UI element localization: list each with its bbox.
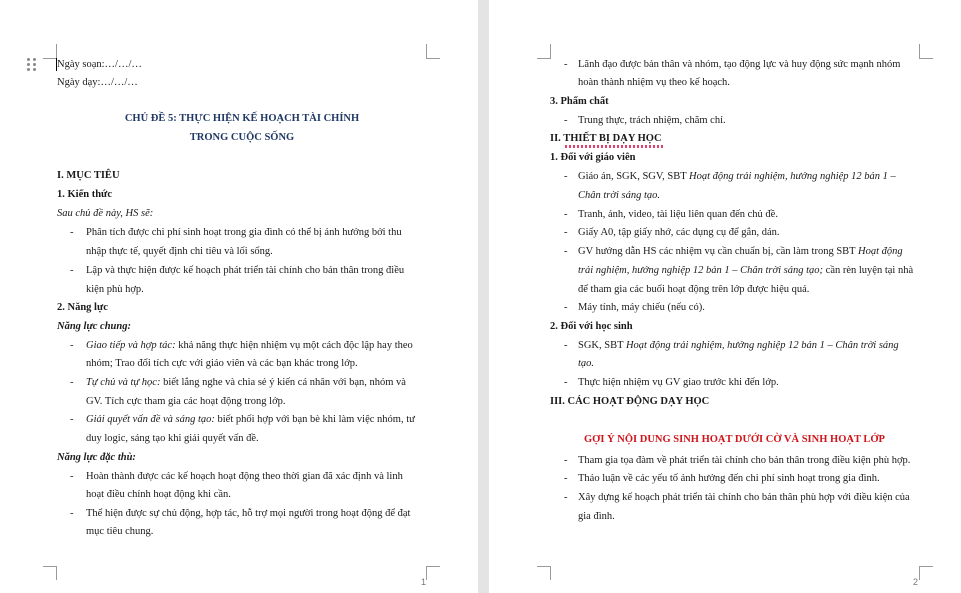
list-item[interactable]: Thực hiện nhiệm vụ GV giao trước khi đến lớp. [578, 377, 779, 388]
crop-mark [426, 44, 427, 58]
bullet-dash: - [70, 265, 74, 276]
nang-luc-chung-label[interactable]: Năng lực chung: [57, 321, 131, 332]
list-item[interactable]: Lãnh đạo được bản thân và nhóm, tạo động lực và huy động sức mạnh nhóm [578, 59, 901, 70]
nang-luc-dac-thu-label[interactable]: Năng lực đặc thù: [57, 452, 136, 463]
crop-mark [919, 58, 933, 59]
list-item-cont[interactable]: Chân trời sáng tạo. [578, 190, 661, 201]
ngay-soan[interactable]: Ngày soạn:…/…/… [57, 59, 142, 70]
list-item[interactable]: Lập và thực hiện được kế hoạch phát triển tài chính cho bản thân trong điều [86, 265, 405, 276]
bullet-dash: - [564, 171, 568, 182]
red-section-title[interactable]: GỢI Ý NỘI DUNG SINH HOẠT DƯỚI CỜ VÀ SINH HOẠT LỚP [584, 434, 885, 445]
list-item-cont[interactable]: kiện phù hợp. [86, 284, 144, 295]
bullet-dash: - [564, 246, 568, 257]
list-item[interactable]: Giấy A0, tập giấy nhớ, các dụng cụ để gắn, dán. [578, 227, 780, 238]
list-item[interactable]: Máy tính, máy chiếu (nếu có). [578, 302, 705, 313]
item-text: biết lắng nghe và chia sẻ ý kiến cá nhân với bạn, nhóm và [160, 377, 406, 388]
bullet-dash: - [70, 414, 74, 425]
section-heading-2[interactable] [550, 132, 662, 145]
crop-mark [550, 566, 551, 580]
list-item-cont[interactable]: GV. Tích cực tham gia các hoạt động trong lớp. [86, 396, 286, 407]
crop-mark [537, 566, 551, 567]
list-item[interactable] [578, 245, 903, 258]
list-item-cont[interactable]: hoạt điều chỉnh hoạt động khi cần. [86, 489, 231, 500]
list-item[interactable]: Xây dựng kế hoạch phát triển tài chính cho bản thân phù hợp với điều kiện của [578, 492, 910, 503]
item-text: biết phối hợp với bạn bè khi làm việc nhóm, tư [214, 414, 415, 425]
bullet-dash: - [70, 471, 74, 482]
list-item-cont[interactable]: mục tiêu chung. [86, 526, 154, 537]
bullet-dash: - [564, 209, 568, 220]
item-italic: Hoạt động [858, 246, 903, 257]
bullet-dash: - [564, 377, 568, 388]
bullet-dash: - [564, 227, 568, 238]
page-number: 1 [421, 577, 427, 587]
subheading-nang-luc[interactable]: 2. Năng lực [57, 302, 108, 313]
crop-mark [550, 44, 551, 58]
crop-mark [919, 44, 920, 58]
list-item-cont[interactable] [578, 264, 913, 277]
list-item[interactable] [86, 339, 413, 352]
item-lead: Giao tiếp và hợp tác: [86, 340, 176, 351]
item-italic: trải nghiệm, hướng nghiệp 12 bản 1 – Chân trời sáng tạo; [578, 265, 824, 276]
bullet-dash: - [564, 473, 568, 484]
spellcheck-underline [565, 145, 664, 148]
list-item-cont[interactable]: để tham gia các buổi hoạt động trên lớp được hiệu quả. [578, 284, 810, 295]
crop-mark [919, 566, 933, 567]
list-item[interactable] [86, 376, 406, 389]
doc-title-line-1[interactable]: CHỦ ĐỀ 5: THỰC HIỆN KẾ HOẠCH TÀI CHÍNH [124, 113, 360, 124]
crop-mark [426, 566, 427, 580]
item-text: Giáo án, SGK, SGV, SBT [578, 171, 690, 182]
list-item-cont[interactable]: nhóm; Trao đổi tích cực với giáo viên và các bạn khác trong lớp. [86, 358, 358, 369]
list-item-cont[interactable]: hoàn thành nhiệm vụ theo kế hoạch. [578, 77, 730, 88]
page-number: 2 [913, 577, 919, 587]
doc-title-line-2[interactable]: TRONG CUỘC SỐNG [189, 132, 295, 143]
list-item[interactable] [86, 413, 415, 426]
list-item-cont[interactable]: nhập thực tế, quyết định chi tiêu và lối sống. [86, 246, 273, 257]
item-text: khả năng thực hiện nhiệm vụ một cách độc lập hay theo [175, 340, 413, 351]
list-item[interactable]: Tham gia tọa đàm về phát triển tài chính cho bản thân trong điều kiện phù hợp. [578, 455, 911, 466]
ngay-day[interactable]: Ngày dạy:…/…/… [57, 77, 138, 88]
crop-mark [537, 58, 551, 59]
bullet-dash: - [70, 508, 74, 519]
crop-mark [56, 44, 57, 58]
bullet-dash: - [564, 59, 568, 70]
list-item-cont[interactable]: duy logic, sáng tạo khi giải quyết vấn đề. [86, 433, 259, 444]
list-item[interactable]: Thể hiện được sự chủ động, hợp tác, hỗ trợ mọi người trong hoạt động để đạt [86, 508, 411, 519]
bullet-dash: - [70, 340, 74, 351]
list-item[interactable]: Trung thực, trách nhiệm, chăm chỉ. [578, 115, 726, 126]
crop-mark [426, 566, 440, 567]
item-text: cần rèn luyện tại nhà [823, 265, 914, 276]
item-lead: Tự chủ và tự học: [86, 377, 161, 388]
item-text: SGK, SBT [578, 340, 626, 351]
list-item[interactable] [578, 339, 899, 352]
document-page-1 [0, 0, 478, 593]
list-item[interactable]: Thảo luận về các yếu tố ảnh hưởng đến chi phí sinh hoạt trong gia đình. [578, 473, 880, 484]
bullet-dash: - [564, 302, 568, 313]
list-item[interactable]: Tranh, ảnh, video, tài liệu liên quan đến chủ đề. [578, 209, 778, 220]
section-title: THIẾT BỊ DẠY HỌC [563, 133, 662, 144]
item-italic: Hoạt động trải nghiệm, hướng nghiệp 12 bản 1 – [689, 171, 896, 182]
list-item-cont[interactable]: gia đình. [578, 511, 615, 522]
crop-mark [43, 566, 57, 567]
document-page-2 [489, 0, 961, 593]
bullet-dash: - [70, 377, 74, 388]
section-number: II. [550, 133, 564, 144]
bullet-dash: - [564, 492, 568, 503]
list-item[interactable] [578, 170, 896, 183]
list-item-cont[interactable]: tạo. [578, 358, 595, 369]
subheading-kien-thuc[interactable]: 1. Kiến thức [57, 189, 113, 200]
intro-line[interactable]: Sau chủ đề này, HS sẽ: [57, 208, 154, 219]
crop-mark [426, 58, 440, 59]
bullet-dash: - [564, 455, 568, 466]
list-item[interactable]: Hoàn thành được các kế hoạch hoạt động theo thời gian đã xác định và linh [86, 471, 403, 482]
item-lead: Giải quyết vấn đề và sáng tạo: [86, 414, 215, 425]
section-heading-1[interactable]: I. MỤC TIÊU [57, 170, 120, 181]
crop-mark [919, 566, 920, 580]
bullet-dash: - [70, 227, 74, 238]
drag-handle-icon[interactable] [27, 58, 37, 72]
crop-mark [56, 566, 57, 580]
crop-mark [43, 58, 57, 59]
subheading-giao-vien[interactable]: 1. Đối với giáo viên [550, 152, 636, 163]
item-text: GV hướng dẫn HS các nhiệm vụ cần chuẩn bị, cần làm trong SBT [578, 246, 859, 257]
bullet-dash: - [564, 115, 568, 126]
bullet-dash: - [564, 340, 568, 351]
item-italic: Hoạt động trải nghiệm, hướng nghiệp 12 bản 1 – Chân trời sáng [625, 340, 899, 351]
list-item[interactable]: Phân tích được chi phí sinh hoạt trong gia đình có thể bị ảnh hưởng bởi thu [86, 227, 402, 238]
subheading-pham-chat[interactable]: 3. Phẩm chất [550, 96, 609, 107]
subheading-hoc-sinh[interactable]: 2. Đối với học sinh [550, 321, 633, 332]
section-heading-3[interactable]: III. CÁC HOẠT ĐỘNG DẠY HỌC [550, 396, 710, 407]
